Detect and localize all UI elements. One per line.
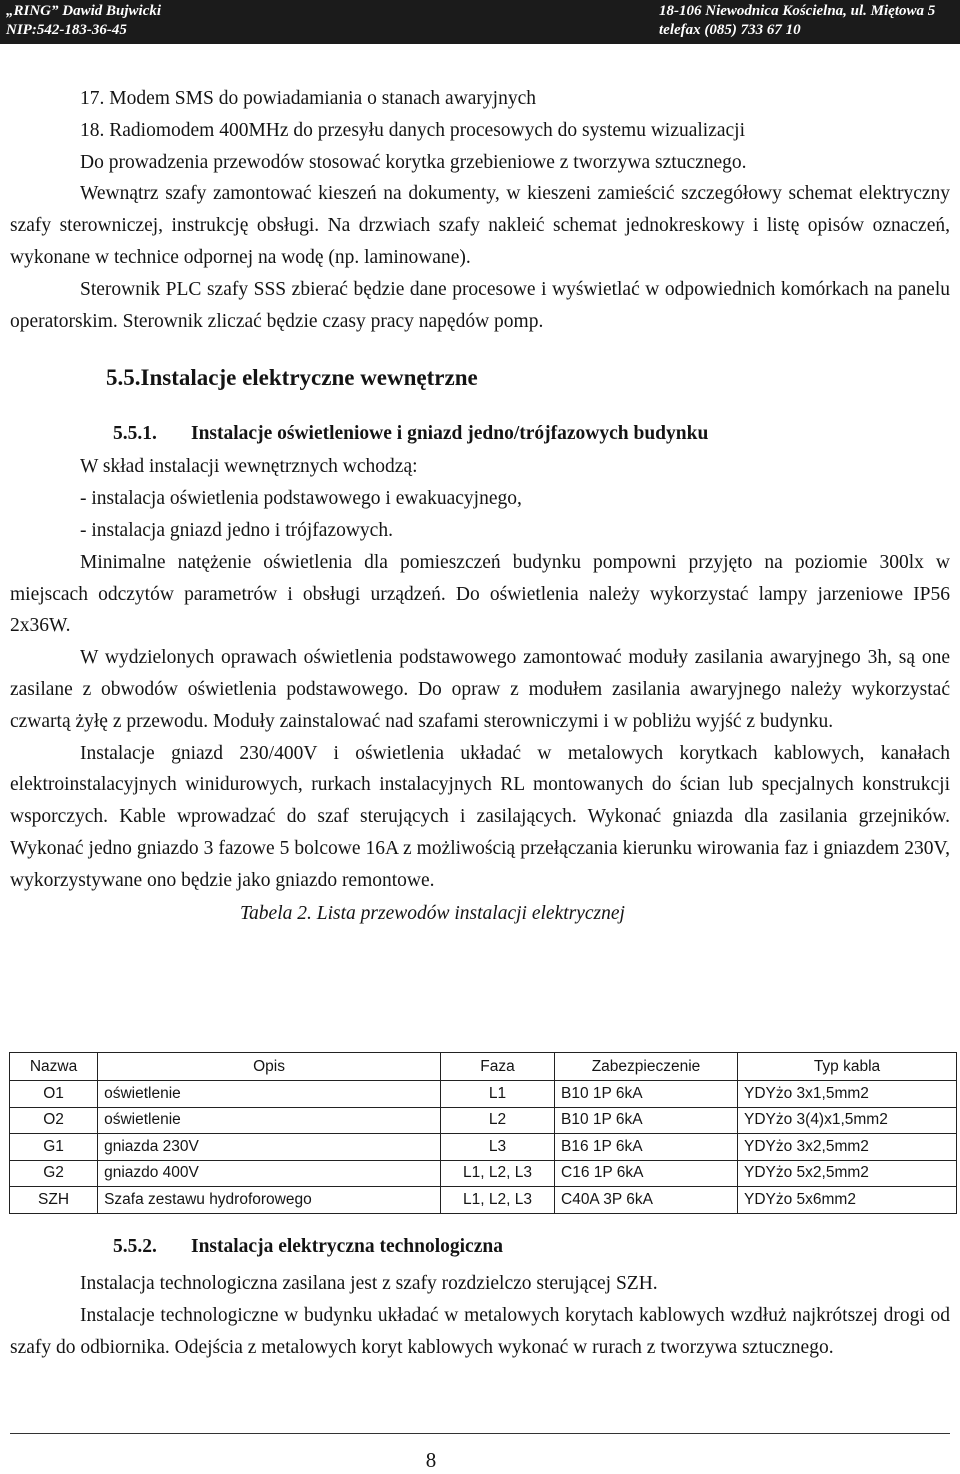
cell-protection: B16 1P 6kA — [555, 1134, 738, 1161]
cell-description: oświetlenie — [98, 1107, 441, 1134]
paragraph-plc: Sterownik PLC szafy SSS zbierać będzie dane procesowe i wyświetlać w odpowiednich komórkach na panelu operatorskim. Sterownik zliczać będzie czasy pracy napędów pomp. — [10, 278, 950, 332]
subsection-number: 5.5.1. — [113, 423, 157, 445]
table-row — [10, 1187, 957, 1214]
list-item: - instalacja oświetlenia podstawowego i ewakuacyjnego, — [80, 488, 522, 510]
header-right — [659, 2, 935, 40]
page-header — [0, 0, 960, 44]
col-header-protection: Zabezpieczenie — [555, 1053, 738, 1081]
intro-line-trays: Do prowadzenia przewodów stosować korytka grzebieniowe z tworzywa sztucznego. — [80, 151, 747, 173]
table-row — [10, 1134, 957, 1161]
cell-name: O2 — [10, 1107, 98, 1134]
company-phone: telefax (085) 733 67 10 — [659, 22, 801, 38]
company-address: 18-106 Niewodnica Kościelna, ul. Miętowa 5 — [659, 3, 936, 19]
cell-protection: B10 1P 6kA — [555, 1107, 738, 1134]
list-item: - instalacja gniazd jedno i trójfazowych. — [80, 519, 393, 541]
cell-cable-type: YDYżo 5x2,5mm2 — [737, 1160, 956, 1187]
col-header-name: Nazwa — [10, 1053, 98, 1081]
main-content — [10, 83, 950, 929]
section-title: Instalacje elektryczne wewnętrzne — [140, 365, 478, 391]
section-heading — [106, 361, 950, 395]
paragraph-tech-supply: Instalacja technologiczna zasilana jest z szafy rozdzielczo sterującej SZH. — [80, 1273, 658, 1294]
paragraph-sockets: Instalacje gniazd 230/400V i oświetlenia układać w metalowych korytkach kablowych, kanałach elektroinstalacyjnych winidurowych, rurkach instalacyjnych RL montowanych do ścian lub specjalnych konstrukcji wsporczych. Kable wprowadzać do szaf sterujących i zasilających. Wykonać gniazda dla zasilania grzejników. Wykonać jedno gniazdo 3 fazowe 5 bolcowe 16A z możliwością przełączania kierunku wirowania faz i gniazdem 230V, wykorzystywane ono będzie jako gniazdo remontowe. — [10, 742, 950, 891]
section-number: 5.5. — [106, 365, 141, 391]
intro-line-18: 18. Radiomodem 400MHz do przesyłu danych procesowych do systemu wizualizacji — [80, 119, 746, 141]
subsection-heading-2 — [113, 1232, 950, 1262]
cell-protection: C40A 3P 6kA — [555, 1187, 738, 1214]
cell-cable-type: YDYżo 3(4)x1,5mm2 — [737, 1107, 956, 1134]
cell-name: G1 — [10, 1134, 98, 1161]
cable-table — [9, 1052, 957, 1214]
header-left — [6, 2, 161, 40]
table-row — [10, 1107, 957, 1134]
cell-protection: C16 1P 6kA — [555, 1160, 738, 1187]
table-caption-title: Lista przewodów instalacji elektrycznej — [316, 902, 625, 924]
col-header-phase: Faza — [441, 1053, 555, 1081]
page-number: 8 — [425, 1448, 437, 1472]
company-name: „RING” Dawid Bujwicki — [6, 3, 162, 19]
col-header-description: Opis — [98, 1053, 441, 1081]
cell-description: gniazda 230V — [98, 1134, 441, 1161]
paragraph-lighting: Minimalne natężenie oświetlenia dla pomieszczeń budynku pompowni przyjęto na poziomie 300lx w miejscach odczytów parametrów i obsługi urządzeń. Do oświetlenia należy wykorzystać lampy jarzeniowe IP56 2x36W. — [10, 551, 950, 637]
paragraph-emergency: W wydzielonych oprawach oświetlenia podstawowego zamontować moduły zasilania awaryjnego 3h, są one zasilane z obwodów oświetlenia podstawowego. Do opraw z modułem zasilania awaryjnego należy wykorzystać czwartą żyłę z przewodu. Moduły zainstalować nad szafami sterowniczymi i w pobliżu wyjść z budynku. — [10, 647, 950, 732]
paragraph-cabinet: Wewnątrz szafy zamontować kieszeń na dokumenty, w kieszeni zamieścić szczegółowy schemat elektryczny szafy sterowniczej, instrukcję obsługi. Na drzwiach szafy nakleić schemat jednokreskowy i listę opisów oznaczeń, wykonane w technice odpornej na wodę (np. laminowane). — [10, 183, 950, 268]
footer-divider — [10, 1433, 950, 1434]
cell-protection: B10 1P 6kA — [555, 1081, 738, 1108]
cell-description: oświetlenie — [98, 1081, 441, 1108]
cell-name: SZH — [10, 1187, 98, 1214]
subsection-heading-1 — [113, 419, 950, 449]
table-header-row — [10, 1053, 957, 1081]
subsection-number: 5.5.2. — [113, 1236, 157, 1257]
cell-phase: L2 — [441, 1107, 555, 1134]
cell-phase: L3 — [441, 1134, 555, 1161]
main-content-continued — [10, 1232, 950, 1363]
paragraph-tech-routing: Instalacje technologiczne w budynku układać w metalowych korytach kablowych wzdłuż najkrótszej drogi od szafy do odbiornika. Odejścia z metalowych koryt kablowych wykonać w rurach z tworzywa sztucznego. — [10, 1304, 950, 1358]
table-row — [10, 1081, 957, 1108]
table-caption-prefix: Tabela 2. — [240, 902, 312, 924]
cell-name: G2 — [10, 1160, 98, 1187]
table-row — [10, 1160, 957, 1187]
table-caption — [240, 899, 950, 929]
cell-phase: L1 — [441, 1081, 555, 1108]
intro-line-17: 17. Modem SMS do powiadamiania o stanach awaryjnych — [80, 88, 536, 109]
cell-phase: L1, L2, L3 — [441, 1187, 555, 1214]
subsection-title: Instalacja elektryczna technologiczna — [191, 1236, 503, 1257]
cell-description: gniazdo 400V — [98, 1160, 441, 1187]
col-header-cable-type: Typ kabla — [737, 1053, 956, 1081]
cell-cable-type: YDYżo 3x2,5mm2 — [737, 1134, 956, 1161]
cell-cable-type: YDYżo 5x6mm2 — [737, 1187, 956, 1214]
list-intro: W skład instalacji wewnętrznych wchodzą: — [80, 456, 418, 478]
cell-cable-type: YDYżo 3x1,5mm2 — [737, 1081, 956, 1108]
subsection-title: Instalacje oświetleniowe i gniazd jedno/trójfazowych budynku — [191, 423, 709, 445]
cell-name: O1 — [10, 1081, 98, 1108]
cell-phase: L1, L2, L3 — [441, 1160, 555, 1187]
cell-description: Szafa zestawu hydroforowego — [98, 1187, 441, 1214]
company-nip: NIP:542-183-36-45 — [6, 22, 127, 38]
